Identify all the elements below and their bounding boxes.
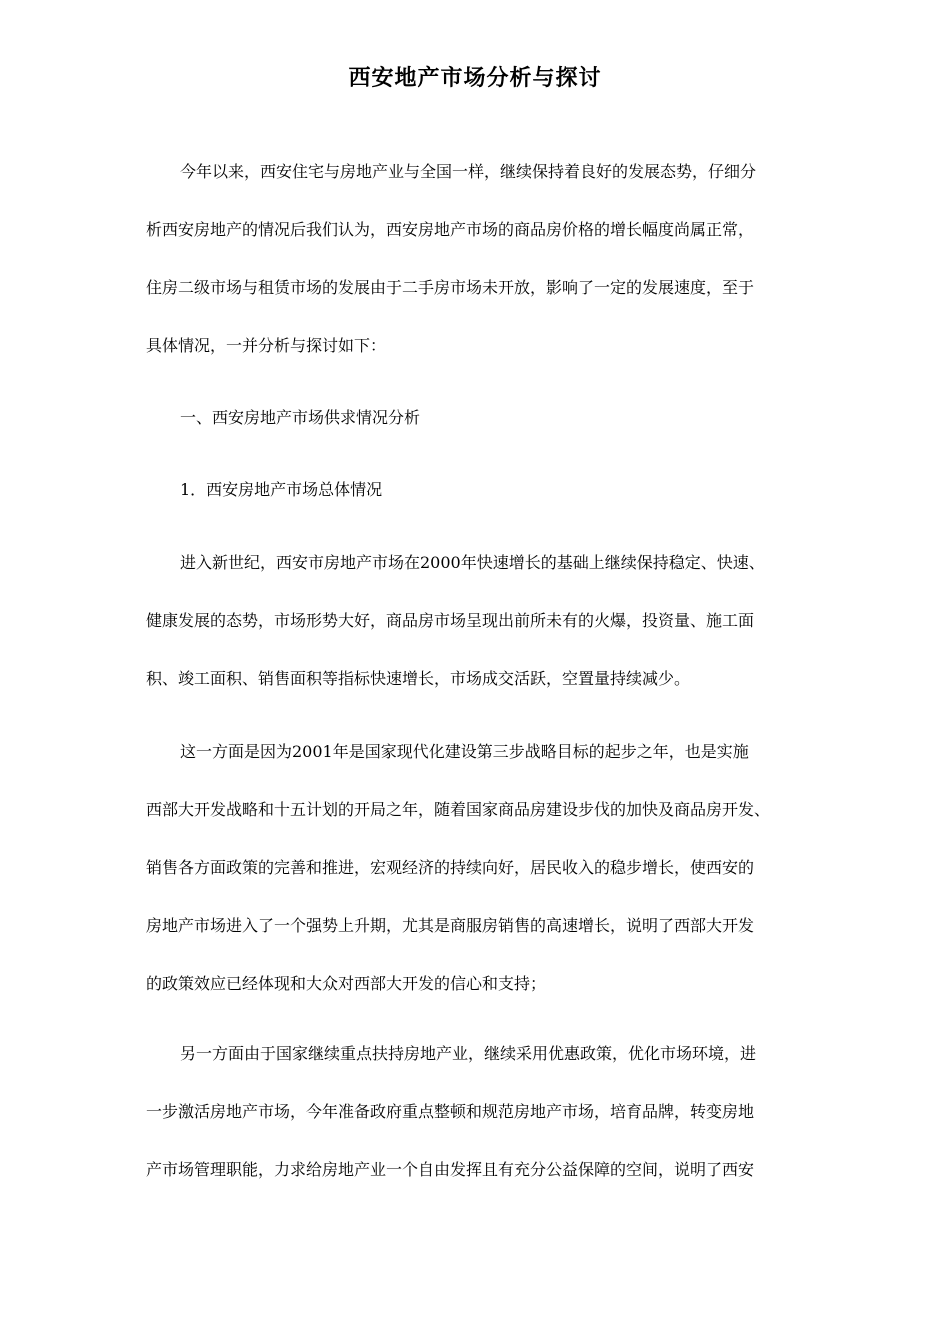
text-line: 另一方面由于国家继续重点扶持房地产业，继续采用优惠政策，优化市场环境，进 <box>180 1044 757 1063</box>
text-line: 健康发展的态势，市场形势大好，商品房市场呈现出前所未有的火爆，投资量、施工面 <box>146 611 755 630</box>
text-line: 析西安房地产的情况后我们认为，西安房地产市场的商品房价格的增长幅度尚属正常， <box>146 220 755 239</box>
paragraph-intro <box>146 143 886 375</box>
text-line: 具体情况，一并分析与探讨如下： <box>146 336 387 355</box>
text-line: 住房二级市场与租赁市场的发展由于二手房市场未开放，影响了一定的发展速度，至于 <box>146 278 755 297</box>
text-line: 的政策效应已经体现和大众对西部大开发的信心和支持； <box>146 974 547 993</box>
heading-line: 一、西安房地产市场供求情况分析 <box>180 408 421 427</box>
text-line: 房地产市场进入了一个强势上升期，尤其是商服房销售的高速增长，说明了西部大开发 <box>146 916 755 935</box>
paragraph-reason-one <box>146 723 886 1013</box>
text-line: 积、竣工面积、销售面积等指标快速增长，市场成交活跃，空置量持续减少。 <box>146 669 691 688</box>
text-line: 西部大开发战略和十五计划的开局之年，随着国家商品房建设步伐的加快及商品房开发、 <box>146 800 771 819</box>
text-line: 销售各方面政策的完善和推进，宏观经济的持续向好，居民收入的稳步增长，使西安的 <box>146 858 755 877</box>
text-line: 一步激活房地产市场，今年准备政府重点整顿和规范房地产市场，培育品牌，转变房地 <box>146 1102 755 1121</box>
paragraph-overview <box>146 534 886 708</box>
paragraph-reason-two <box>146 1025 886 1199</box>
document-title: 西安地产市场分析与探讨 <box>348 65 602 91</box>
subsection-heading <box>146 461 886 519</box>
text-line: 产市场管理职能，力求给房地产业一个自由发挥且有充分公益保障的空间，说明了西安 <box>146 1160 755 1179</box>
text-line: 这一方面是因为2001年是国家现代化建设第三步战略目标的起步之年，也是实施 <box>180 742 749 761</box>
text-line: 今年以来，西安住宅与房地产业与全国一样，继续保持着良好的发展态势，仔细分 <box>180 162 757 181</box>
text-line: 进入新世纪，西安市房地产市场在2000年快速增长的基础上继续保持稳定、快速、 <box>180 553 765 572</box>
heading-line: 1．西安房地产市场总体情况 <box>180 480 383 499</box>
section-heading <box>146 389 886 447</box>
